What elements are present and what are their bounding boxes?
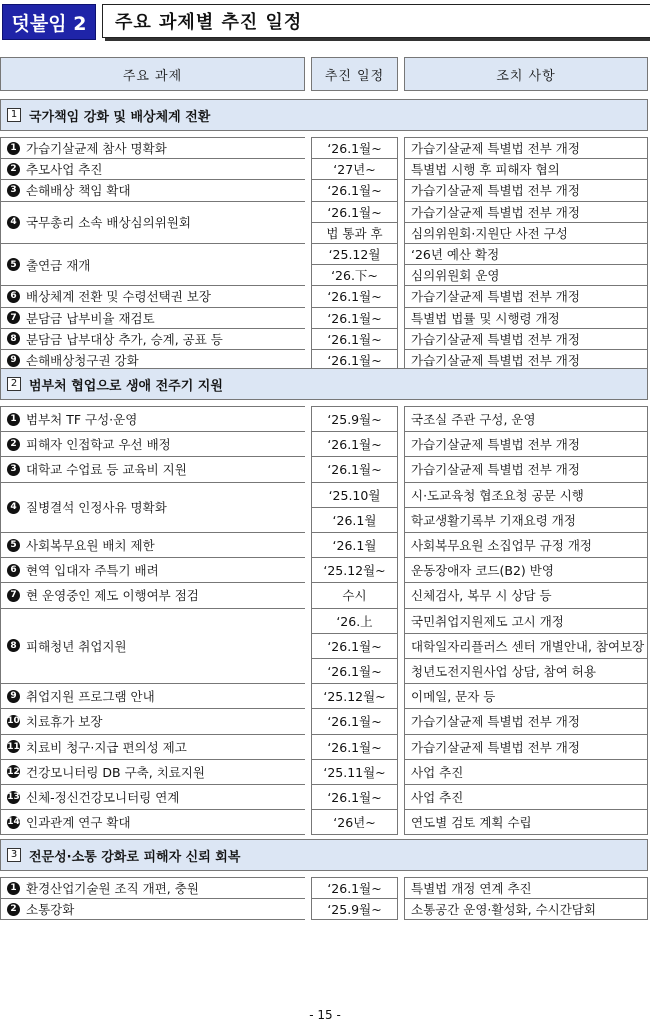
task-cell bbox=[0, 582, 305, 608]
action-cell: 가습기살균제 특별법 전부 개정 bbox=[404, 328, 648, 350]
task-label: 대학교 수업료 등 교육비 지원 bbox=[26, 462, 187, 478]
item-number: 2 bbox=[7, 903, 20, 916]
col-header-schedule: 추진 일정 bbox=[311, 57, 398, 91]
action-cell: 운동장애자 코드(B2) 반영 bbox=[404, 557, 648, 583]
item-number: 3 bbox=[7, 184, 20, 197]
task-label: 치료비 청구·지급 편의성 제고 bbox=[26, 739, 187, 755]
section-number: 1 bbox=[7, 108, 21, 122]
schedule-cell: ‘26.1월~ bbox=[311, 285, 398, 307]
item-number: 7 bbox=[7, 589, 20, 602]
task-cell bbox=[0, 431, 305, 457]
item-number: 3 bbox=[7, 463, 20, 476]
schedule-cell: ‘25.11월~ bbox=[311, 759, 398, 785]
item-number: 7 bbox=[7, 311, 20, 324]
action-cell: 특별법 시행 후 피해자 협의 bbox=[404, 158, 648, 180]
action-cell: 가습기살균제 특별법 전부 개정 bbox=[404, 137, 648, 159]
task-label: 현역 입대자 주특기 배려 bbox=[26, 563, 159, 579]
action-cell: 대학일자리플러스 센터 개별안내, 참여보장 bbox=[404, 633, 648, 659]
task-cell bbox=[0, 285, 305, 307]
action-cell: 연도별 검토 계획 수립 bbox=[404, 809, 648, 835]
action-cell: 가습기살균제 특별법 전부 개정 bbox=[404, 431, 648, 457]
task-cell bbox=[0, 158, 305, 180]
schedule-cell: ‘25.12월 bbox=[311, 243, 398, 265]
action-cell: 국조실 주관 구성, 운영 bbox=[404, 406, 648, 432]
action-cell: 가습기살균제 특별법 전부 개정 bbox=[404, 734, 648, 760]
schedule-cell: ‘26.下~ bbox=[311, 264, 398, 286]
action-cell: 학교생활기록부 기재요령 개정 bbox=[404, 507, 648, 533]
action-cell: 소통공간 운영·활성화, 수시간담회 bbox=[404, 898, 648, 920]
task-cell bbox=[0, 708, 305, 734]
col-header-task: 주요 과제 bbox=[0, 57, 305, 91]
item-number: 10 bbox=[7, 716, 20, 727]
section-title: 전문성·소통 강화로 피해자 신뢰 회복 bbox=[29, 849, 241, 865]
action-cell: 심의위원회·지원단 사전 구성 bbox=[404, 222, 648, 244]
item-number: 1 bbox=[7, 142, 20, 155]
task-label: 국무총리 소속 배상심의위원회 bbox=[26, 215, 191, 231]
schedule-cell: ‘26.1월~ bbox=[311, 456, 398, 482]
task-cell bbox=[0, 759, 305, 785]
col-header-action: 조치 사항 bbox=[404, 57, 648, 91]
schedule-cell: ‘26.1월 bbox=[311, 507, 398, 533]
schedule-cell: 수시 bbox=[311, 582, 398, 608]
schedule-cell: ‘26.1월~ bbox=[311, 734, 398, 760]
task-label: 사회복무요원 배치 제한 bbox=[26, 538, 155, 554]
action-cell: 가습기살균제 특별법 전부 개정 bbox=[404, 179, 648, 201]
action-cell: 이메일, 문자 등 bbox=[404, 683, 648, 709]
action-cell: 사업 추진 bbox=[404, 784, 648, 810]
task-cell bbox=[0, 608, 305, 685]
task-cell bbox=[0, 784, 305, 810]
schedule-cell: ‘26.1월~ bbox=[311, 201, 398, 223]
schedule-cell: ‘26.1월~ bbox=[311, 658, 398, 684]
action-cell: 가습기살균제 특별법 전부 개정 bbox=[404, 285, 648, 307]
action-cell: 가습기살균제 특별법 전부 개정 bbox=[404, 708, 648, 734]
section-number: 3 bbox=[7, 848, 21, 862]
item-number: 13 bbox=[7, 792, 20, 803]
item-number: 2 bbox=[7, 163, 20, 176]
page-title: 주요 과제별 추진 일정 bbox=[102, 4, 650, 38]
item-number: 1 bbox=[7, 413, 20, 426]
schedule-cell: 법 통과 후 bbox=[311, 222, 398, 244]
task-label: 신체-정신건강모니터링 연계 bbox=[26, 790, 180, 806]
task-cell bbox=[0, 137, 305, 159]
item-number: 5 bbox=[7, 539, 20, 552]
item-number: 8 bbox=[7, 639, 20, 652]
task-cell bbox=[0, 683, 305, 709]
schedule-cell: ‘26.1월~ bbox=[311, 307, 398, 329]
item-number: 14 bbox=[7, 817, 20, 828]
action-cell: 심의위원회 운영 bbox=[404, 264, 648, 286]
schedule-cell: ‘25.9월~ bbox=[311, 406, 398, 432]
task-label: 범부처 TF 구성·운영 bbox=[26, 412, 138, 428]
task-cell bbox=[0, 532, 305, 558]
schedule-cell: ‘26.1월~ bbox=[311, 349, 398, 371]
task-label: 가습기살균제 참사 명확화 bbox=[26, 141, 167, 157]
schedule-cell: ‘25.10월 bbox=[311, 482, 398, 508]
task-cell bbox=[0, 482, 305, 533]
task-cell bbox=[0, 179, 305, 201]
task-label: 출연금 재개 bbox=[26, 257, 91, 273]
schedule-cell: ‘26.1월~ bbox=[311, 431, 398, 457]
appendix-badge: 덧붙임 2 bbox=[2, 4, 96, 40]
task-label: 피해청년 취업지원 bbox=[26, 638, 127, 654]
schedule-cell: ‘26.1월~ bbox=[311, 328, 398, 350]
action-cell: 사회복무요원 소집업무 규정 개정 bbox=[404, 532, 648, 558]
item-number: 6 bbox=[7, 564, 20, 577]
action-cell: 특별법 법률 및 시행령 개정 bbox=[404, 307, 648, 329]
schedule-cell: ‘26.上 bbox=[311, 608, 398, 634]
schedule-cell: ‘26.1월~ bbox=[311, 179, 398, 201]
schedule-cell: ‘25.12월~ bbox=[311, 683, 398, 709]
task-cell bbox=[0, 898, 305, 920]
action-cell: 가습기살균제 특별법 전부 개정 bbox=[404, 201, 648, 223]
item-number: 4 bbox=[7, 501, 20, 514]
task-cell bbox=[0, 809, 305, 835]
table-header bbox=[0, 57, 650, 91]
schedule-cell: ‘26.1월~ bbox=[311, 633, 398, 659]
schedule-cell: ‘26.1월 bbox=[311, 532, 398, 558]
action-cell: 사업 추진 bbox=[404, 759, 648, 785]
item-number: 1 bbox=[7, 882, 20, 895]
task-label: 소통강화 bbox=[26, 902, 75, 918]
section-title: 국가책임 강화 및 배상체계 전환 bbox=[29, 109, 211, 125]
action-cell: 청년도전지원사업 상담, 참여 허용 bbox=[404, 658, 648, 684]
task-cell bbox=[0, 328, 305, 350]
action-cell: ‘26년 예산 확정 bbox=[404, 243, 648, 265]
item-number: 12 bbox=[7, 766, 20, 777]
schedule-cell: ‘26년~ bbox=[311, 809, 398, 835]
section-number: 2 bbox=[7, 377, 21, 391]
task-label: 손해배상청구권 강화 bbox=[26, 353, 139, 369]
schedule-cell: ‘26.1월~ bbox=[311, 137, 398, 159]
task-cell bbox=[0, 877, 305, 899]
task-cell bbox=[0, 557, 305, 583]
task-label: 취업지원 프로그램 안내 bbox=[26, 689, 155, 705]
task-label: 현 운영중인 제도 이행여부 점검 bbox=[26, 588, 199, 604]
task-label: 추모사업 추진 bbox=[26, 162, 103, 178]
task-label: 손해배상 책임 확대 bbox=[26, 183, 131, 199]
task-cell bbox=[0, 734, 305, 760]
action-cell: 시·도교육청 협조요청 공문 시행 bbox=[404, 482, 648, 508]
section-header bbox=[0, 368, 648, 400]
action-cell: 신체검사, 복무 시 상담 등 bbox=[404, 582, 648, 608]
schedule-cell: ‘27년~ bbox=[311, 158, 398, 180]
schedule-cell: ‘26.1월~ bbox=[311, 708, 398, 734]
schedule-cell: ‘25.9월~ bbox=[311, 898, 398, 920]
item-number: 9 bbox=[7, 354, 20, 367]
task-cell bbox=[0, 456, 305, 482]
schedule-cell: ‘26.1월~ bbox=[311, 877, 398, 899]
task-cell bbox=[0, 406, 305, 432]
task-label: 인과관계 연구 확대 bbox=[26, 815, 131, 831]
page-number: - 15 - bbox=[309, 1008, 341, 1022]
item-number: 4 bbox=[7, 216, 20, 229]
section-header bbox=[0, 839, 648, 871]
schedule-cell: ‘26.1월~ bbox=[311, 784, 398, 810]
item-number: 9 bbox=[7, 690, 20, 703]
task-cell bbox=[0, 307, 305, 329]
item-number: 11 bbox=[7, 741, 20, 752]
title-bar bbox=[2, 4, 646, 40]
section-header bbox=[0, 99, 648, 131]
action-cell: 국민취업지원제도 고시 개정 bbox=[404, 608, 648, 634]
task-label: 치료휴가 보장 bbox=[26, 714, 103, 730]
item-number: 6 bbox=[7, 290, 20, 303]
section-title: 범부처 협업으로 생애 전주기 지원 bbox=[29, 378, 223, 394]
task-label: 분담금 납부대상 추가, 승계, 공표 등 bbox=[26, 331, 223, 347]
schedule-cell: ‘25.12월~ bbox=[311, 557, 398, 583]
task-label: 건강모니터링 DB 구축, 치료지원 bbox=[26, 764, 205, 780]
action-cell: 가습기살균제 특별법 전부 개정 bbox=[404, 349, 648, 371]
item-number: 2 bbox=[7, 438, 20, 451]
task-label: 배상체계 전환 및 수령선택권 보장 bbox=[26, 289, 211, 305]
task-label: 질병결석 인정사유 명확화 bbox=[26, 500, 167, 516]
task-label: 피해자 인접학교 우선 배정 bbox=[26, 437, 171, 453]
task-cell bbox=[0, 201, 305, 244]
item-number: 5 bbox=[7, 258, 20, 271]
action-cell: 특별법 개정 연계 추진 bbox=[404, 877, 648, 899]
action-cell: 가습기살균제 특별법 전부 개정 bbox=[404, 456, 648, 482]
task-cell bbox=[0, 243, 305, 286]
task-label: 환경산업기술원 조직 개편, 충원 bbox=[26, 881, 199, 897]
task-label: 분담금 납부비율 재검토 bbox=[26, 310, 155, 326]
item-number: 8 bbox=[7, 332, 20, 345]
